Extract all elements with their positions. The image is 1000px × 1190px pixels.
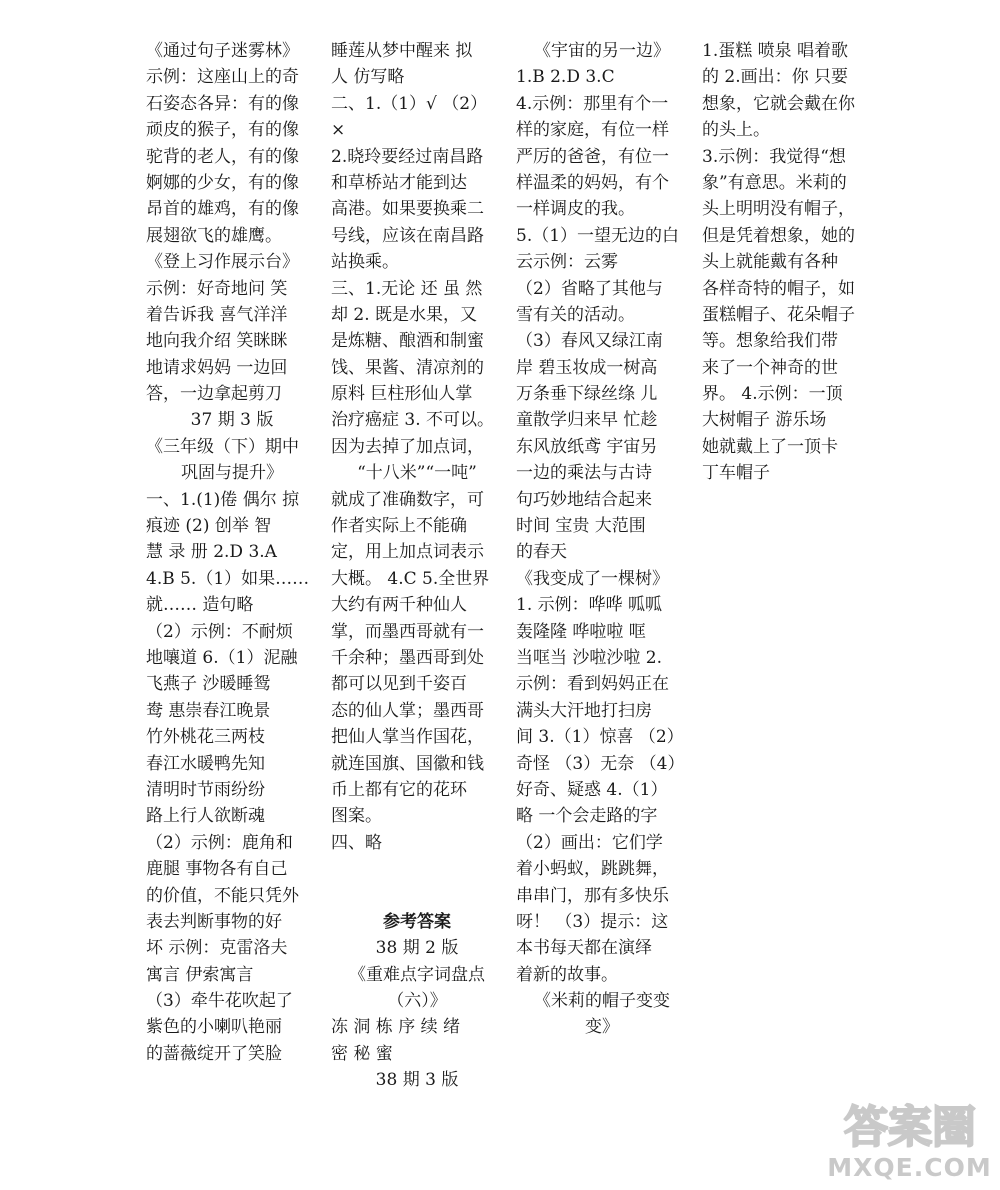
answer-line: 《三年级（下）期中 <box>146 436 299 457</box>
answer-line: 是炼糖、酿酒和制蜜 <box>331 331 484 352</box>
answer-line: 大树帽子 游乐场 <box>702 410 827 431</box>
answer-line: 飞燕子 沙暖睡鸳 <box>146 674 271 695</box>
answer-column-4 <box>702 38 874 487</box>
answer-line: 地请求妈妈 一边回 <box>146 357 288 378</box>
answer-line: 1. 示例：哗哗 呱呱 <box>516 595 663 616</box>
blank-line <box>331 856 503 882</box>
answer-line: 展翅欲飞的雄鹰。 <box>146 225 282 246</box>
answer-line: 《重难点字词盘点 <box>349 964 485 985</box>
answer-line: 鸯 惠崇春江晚景 <box>146 700 271 721</box>
answer-line: 密 秘 蜜 <box>331 1043 393 1064</box>
answer-line: 人 仿写略 <box>331 67 405 88</box>
answer-line: 一样调皮的我。 <box>516 199 635 220</box>
answer-line: 币上都有它的花环 <box>331 779 467 800</box>
answer-line: 慧 录 册 2.D 3.A <box>146 542 277 563</box>
answer-line: 都可以见到千姿百 <box>331 674 467 695</box>
answer-line: 着告诉我 喜气洋洋 <box>146 304 288 325</box>
answer-line: 各样奇特的帽子，如 <box>702 278 855 299</box>
answer-line: 参考答案 <box>383 911 451 932</box>
answer-line: 时间 宝贵 大范围 <box>516 516 646 537</box>
answer-line: 就成了准确数字，可 <box>331 489 484 510</box>
answer-line: 示例：这座山上的奇 <box>146 67 299 88</box>
answer-line: 定，用上加点词表示 <box>331 542 484 563</box>
answer-line: 大概。 4.C 5.全世界 <box>331 568 490 589</box>
answer-line: 轰隆隆 哗啦啦 哐 <box>516 621 646 642</box>
answer-line: 想象，它就会戴在你 <box>702 93 855 114</box>
answer-line: 样的家庭，有位一样 <box>516 120 669 141</box>
answer-line: 变》 <box>585 1017 619 1038</box>
answer-line: 示例：看到妈妈正在 <box>516 674 669 695</box>
answer-line: 的头上。 <box>702 120 770 141</box>
answer-line: 站换乘。 <box>331 252 399 273</box>
answer-line: 象”有意思。米莉的 <box>702 172 847 193</box>
answer-line: 1.B 2.D 3.C <box>516 67 615 88</box>
answer-line: 地嚷道 6.（1）泥融 <box>146 647 298 668</box>
answer-line: 掌，而墨西哥就有一 <box>331 621 484 642</box>
answer-line: 蛋糕帽子、花朵帽子 <box>702 304 855 325</box>
watermark-logo-icon <box>826 1095 994 1153</box>
answer-line: 的 2.画出：你 只要 <box>702 67 849 88</box>
answer-line: 3.示例：我觉得“想 <box>702 146 846 167</box>
answer-line: 头上就能戴有各种 <box>702 252 838 273</box>
answer-line: 《通过句子迷雾林》 <box>146 41 299 61</box>
answer-line: 饯、果酱、清凉剂的 <box>331 357 484 378</box>
answer-line: 云示例：云雾 <box>516 252 618 273</box>
answer-line: 等。想象给我们带 <box>702 331 838 352</box>
answer-line: 5.（1）一望无边的白 <box>516 225 680 246</box>
answer-line: 《宇宙的另一边》 <box>534 41 670 61</box>
answer-column-3 <box>516 38 688 1041</box>
answer-line: 路上行人欲断魂 <box>146 806 265 827</box>
answer-column-2 <box>331 38 503 1094</box>
answer-line: 略 一个会走路的字 <box>516 806 658 827</box>
answer-line: 把仙人掌当作国花， <box>331 727 484 748</box>
answer-line: 万条垂下绿丝绦 儿 <box>516 384 658 405</box>
answer-line: 原料 巨柱形仙人掌 <box>331 384 473 405</box>
answer-line: 冻 洞 栋 序 续 绪 <box>331 1017 461 1038</box>
answer-line: 着新的故事。 <box>516 964 618 985</box>
answer-line: 但是凭着想象，她的 <box>702 225 855 246</box>
answer-line: 来了一个神奇的世 <box>702 357 838 378</box>
answer-line: （六）》 <box>387 991 447 1012</box>
answer-line: 作者实际上不能确 <box>331 516 467 537</box>
answer-line: 她就戴上了一顶卡 <box>702 436 838 457</box>
answer-line: × <box>331 120 346 141</box>
answer-line: 间 3.（1）惊喜 （2） <box>516 727 684 748</box>
answer-line: （2）示例：鹿角和 <box>146 832 293 853</box>
answer-line: 态的仙人掌；墨西哥 <box>331 700 484 721</box>
answer-line: 顽皮的猴子，有的像 <box>146 120 299 141</box>
answer-line: “十八米”“一吨” <box>357 463 477 484</box>
answer-line: 竹外桃花三两枝 <box>146 727 265 748</box>
answer-line: 着小蚂蚁，跳跳舞， <box>516 859 669 880</box>
answer-line: 满头大汗地打扫房 <box>516 700 652 721</box>
answer-line: 巩固与提升》 <box>181 463 283 484</box>
answer-line: 的春天 <box>516 542 567 563</box>
answer-line: 和草桥站才能到达 <box>331 172 467 193</box>
answer-line: （2）画出：它们学 <box>516 832 663 853</box>
answer-line: 童散学归来早 忙趁 <box>516 410 658 431</box>
answer-line: 高港。如果要换乘二 <box>331 199 484 220</box>
answer-line: 号线，应该在南昌路 <box>331 225 484 246</box>
answer-line: 《登上习作展示台》 <box>146 252 299 273</box>
answer-line: 本书每天都在演绎 <box>516 938 652 959</box>
answer-line: 头上明明没有帽子， <box>702 199 855 220</box>
answer-line: 奇怪 （3）无奈 （4） <box>516 753 685 774</box>
answer-line: 38 期 2 版 <box>375 938 459 959</box>
answer-line: 示例：好奇地问 笑 <box>146 278 288 299</box>
answer-line: 却 2. 既是水果，又 <box>331 304 478 325</box>
answer-line: 《米莉的帽子变变 <box>534 991 670 1012</box>
answer-line: 痕迹 (2) 创举 智 <box>146 516 272 537</box>
answer-line: 呀！ （3）提示：这 <box>516 911 669 932</box>
answer-line: 大约有两千种仙人 <box>331 595 467 616</box>
answer-line: 四、略 <box>331 832 382 853</box>
answer-line: 二、1.（1）√ （2） <box>331 93 488 114</box>
blank-line <box>331 883 503 909</box>
answer-line: 37 期 3 版 <box>190 410 274 431</box>
answer-line: 紫色的小喇叭艳丽 <box>146 1017 282 1038</box>
answer-line: 好奇、疑惑 4.（1） <box>516 779 668 800</box>
answer-line: 治疗癌症 3. 不可以。 <box>331 410 495 431</box>
answer-line: 串串门，那有多快乐 <box>516 885 669 906</box>
answer-line: 地向我介绍 笑眯眯 <box>146 331 288 352</box>
answer-line: 婀娜的少女，有的像 <box>146 172 299 193</box>
answer-line: 雪有关的活动。 <box>516 304 635 325</box>
answer-line: 严厉的爸爸，有位一 <box>516 146 669 167</box>
answer-line: 的价值，不能只凭外 <box>146 885 299 906</box>
answer-line: 《我变成了一棵树》 <box>516 568 669 589</box>
answer-line: 清明时节雨纷纷 <box>146 779 265 800</box>
answer-line: 的蔷薇绽开了笑脸 <box>146 1043 282 1064</box>
answer-line: 38 期 3 版 <box>375 1070 459 1091</box>
answer-line: 1.蛋糕 喷泉 唱着歌 <box>702 41 849 61</box>
answer-line: 岸 碧玉妆成一树高 <box>516 357 658 378</box>
answer-line: 句巧妙地结合起来 <box>516 489 652 510</box>
answer-line: 就…… 造句略 <box>146 595 254 616</box>
answer-line: 答，一边拿起剪刀 <box>146 384 282 405</box>
answer-line: 表去判断事物的好 <box>146 911 282 932</box>
answer-line: （3）春风又绿江南 <box>516 331 663 352</box>
answer-line: 一边的乘法与古诗 <box>516 463 652 484</box>
answer-column-1 <box>146 38 318 1067</box>
answer-line: 当哐当 沙啦沙啦 2. <box>516 647 663 668</box>
answer-line: 鹿腿 事物各有自己 <box>146 859 288 880</box>
answer-line: 就连国旗、国徽和钱 <box>331 753 484 774</box>
answer-line: 图案。 <box>331 806 382 827</box>
answer-line: 4.示例：那里有个一 <box>516 93 669 114</box>
answer-line: 因为去掉了加点词， <box>331 436 484 457</box>
answer-line: 三、1.无论 还 虽 然 <box>331 278 483 299</box>
answer-line: （3）牵牛花吹起了 <box>146 991 293 1012</box>
answer-line: 石姿态各异：有的像 <box>146 93 299 114</box>
answer-line: 2.晓玲要经过南昌路 <box>331 146 484 167</box>
answer-line: 寓言 伊索寓言 <box>146 964 254 985</box>
watermark-logo-text: 答案圈 <box>844 1102 976 1153</box>
watermark <box>822 1095 997 1190</box>
answer-line: 界。 4.示例：一顶 <box>702 384 843 405</box>
answer-line: 坏 示例：克雷洛夫 <box>146 938 288 959</box>
answer-line: 千余种；墨西哥到处 <box>331 647 484 668</box>
answer-line: 东风放纸鸢 宇宙另 <box>516 436 658 457</box>
answer-line: 驼背的老人，有的像 <box>146 146 299 167</box>
watermark-site-text: MXQE.COM <box>827 1153 992 1182</box>
answer-line: 一、1.(1)倦 偶尔 掠 <box>146 489 300 510</box>
answer-line: 丁车帽子 <box>702 463 770 484</box>
answer-line: 样温柔的妈妈，有个 <box>516 172 669 193</box>
answer-line: 睡莲从梦中醒来 拟 <box>331 41 473 61</box>
answer-line: （2）省略了其他与 <box>516 278 663 299</box>
answer-line: （2）示例：不耐烦 <box>146 621 293 642</box>
answer-line: 春江水暖鸭先知 <box>146 753 265 774</box>
answer-line: 4.B 5.（1）如果…… <box>146 568 310 589</box>
answer-line: 昂首的雄鸡，有的像 <box>146 199 299 220</box>
